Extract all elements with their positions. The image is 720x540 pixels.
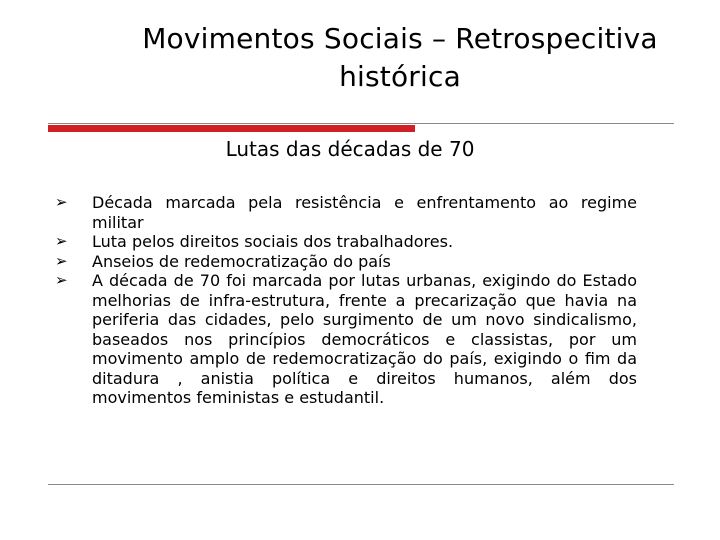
arrowhead-bullet-icon: ➢ (55, 251, 68, 270)
bullet-text: Anseios de redemocratização do país (92, 251, 391, 271)
top-divider (48, 123, 674, 124)
arrowhead-bullet-icon: ➢ (55, 232, 68, 250)
bullet-item (55, 271, 637, 408)
bottom-divider (48, 484, 674, 485)
bullet-list (55, 193, 637, 408)
bullet-text: Luta pelos direitos sociais dos trabalhadores. (92, 232, 454, 251)
accent-bar (48, 125, 415, 132)
title-line-1: Movimentos Sociais – Retrospecitiva (142, 22, 658, 55)
bullet-text: Década marcada pela resistência e enfrentamento ao regime militar (92, 193, 637, 232)
bullet-item (55, 232, 637, 252)
slide-title (100, 20, 700, 96)
bullet-item (55, 193, 637, 232)
bullet-text: A década de 70 foi marcada por lutas urbanas, exigindo do Estado melhorias de infra-estrutura, frente a precarização que havia na periferia das cidades, pelo surgimento de um novo sindicalismo, baseados nos princípios democráticos e classistas, por um movimento amplo de redemocratização do país, exigindo o fim da ditadura , anistia política e direitos humanos, além dos movimentos feministas e estudantil. (92, 271, 637, 407)
bullet-item (55, 252, 637, 272)
arrowhead-bullet-icon: ➢ (55, 271, 68, 289)
slide-subtitle: Lutas das décadas de 70 (225, 137, 475, 161)
arrowhead-bullet-icon: ➢ (55, 193, 68, 211)
title-line-2: histórica (339, 60, 461, 93)
